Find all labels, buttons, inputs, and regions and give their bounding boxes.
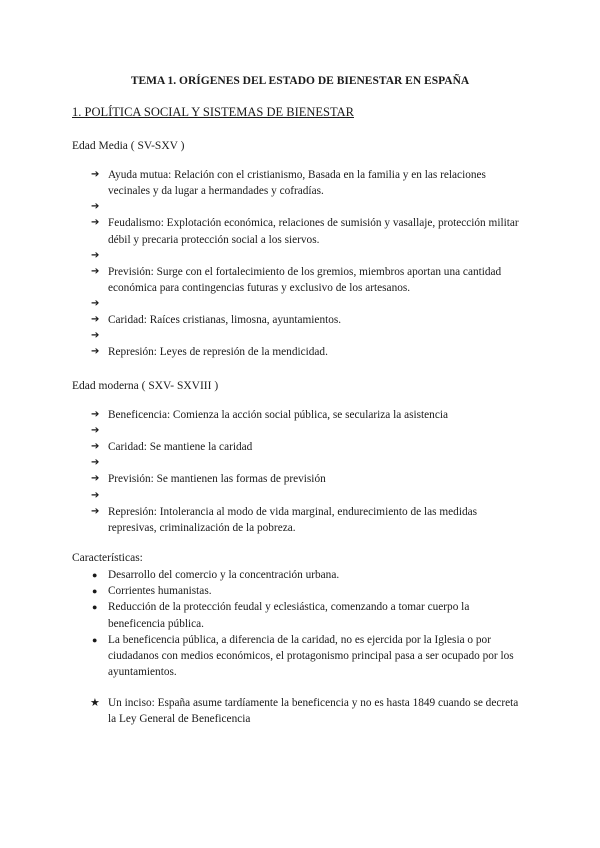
edad-moderna-heading: Edad moderna ( SXV- SXVIII ) — [72, 380, 219, 392]
list-item — [0, 328, 526, 344]
arrow-icon: ➔ — [91, 314, 100, 326]
list-item — [0, 264, 526, 296]
list-item — [0, 344, 526, 360]
arrow-icon: ➔ — [91, 201, 100, 213]
arrow-icon: ➔ — [91, 169, 100, 180]
list-item — [0, 312, 526, 328]
arrow-icon: ➔ — [91, 346, 100, 358]
list-item — [0, 455, 526, 471]
list-item — [0, 632, 526, 681]
arrow-icon: ➔ — [91, 473, 100, 485]
list-item — [0, 199, 526, 215]
list-item — [0, 167, 526, 199]
list-item — [0, 248, 526, 264]
list-item — [0, 407, 526, 423]
document-title: TEMA 1. ORÍGENES DEL ESTADO DE BIENESTAR EN ESPAÑA — [130, 75, 470, 87]
arrow-icon: ➔ — [91, 409, 100, 420]
note-item — [0, 695, 526, 727]
list-item-text: Reducción de la protección feudal y eclesiástica, comenzando a tomar cuerpo la beneficencia pública. — [108, 601, 470, 630]
arrow-icon: ➔ — [91, 330, 100, 342]
bullet-icon: ● — [92, 570, 98, 580]
arrow-icon: ➔ — [91, 249, 100, 261]
arrow-icon: ➔ — [91, 425, 100, 437]
edad-media-heading: Edad Media ( SV-SXV ) — [72, 140, 185, 152]
bullet-icon: ● — [92, 634, 98, 645]
list-item-text: Caridad: Raíces cristianas, limosna, ayuntamientos. — [108, 314, 342, 327]
edad-media-list — [0, 167, 526, 361]
list-item — [0, 423, 526, 439]
list-item-text: Represión: Leyes de represión de la mendicidad. — [108, 346, 328, 359]
list-item — [0, 471, 526, 487]
list-item — [0, 215, 526, 247]
list-item — [0, 567, 526, 583]
arrow-icon: ➔ — [91, 265, 100, 277]
bullet-icon: ● — [92, 586, 98, 597]
caracteristicas-list — [0, 567, 526, 680]
list-item-text: Previsión: Se mantienen las formas de previsión — [108, 473, 326, 486]
arrow-icon: ➔ — [91, 505, 100, 517]
list-item-text: Feudalismo: Explotación económica, relaciones de sumisión y vasallaje, protección militar débil y precaria protección social a los siervos. — [108, 217, 519, 246]
arrow-icon: ➔ — [91, 441, 100, 453]
list-item — [0, 488, 526, 504]
list-item — [0, 599, 526, 631]
arrow-icon: ➔ — [91, 457, 100, 469]
list-item — [0, 296, 526, 312]
list-item-text: Beneficencia: Comienza la acción social pública, se seculariza la asistencia — [108, 409, 448, 421]
edad-moderna-list — [0, 407, 526, 536]
caracteristicas-heading: Características: — [72, 552, 143, 564]
star-icon: ★ — [90, 696, 100, 709]
list-item-text: Corrientes humanistas. — [108, 585, 212, 598]
list-item-text: Desarrollo del comercio y la concentración urbana. — [108, 569, 340, 581]
list-item-text: Ayuda mutua: Relación con el cristianismo, Basada en la familia y en las relaciones vecinales y da lugar a hermandades y cofradías. — [108, 169, 486, 198]
note-list — [0, 695, 526, 727]
list-item-text: Represión: Intolerancia al modo de vida marginal, endurecimiento de las medidas represivas, criminalización de la pobreza. — [108, 505, 478, 534]
arrow-icon: ➔ — [91, 298, 100, 310]
list-item-text: Caridad: Se mantiene la caridad — [108, 441, 253, 454]
list-item — [0, 583, 526, 599]
list-item-text: La beneficencia pública, a diferencia de la caridad, no es ejercida por la Iglesia o por ciudadanos con medios económicos, el protagonismo principal pasa a ser ocupado por los ayuntamientos. — [108, 633, 514, 679]
list-item-text: Previsión: Surge con el fortalecimiento de los gremios, miembros aportan una cantidad económica para contingencias futuras y exclusivo de los artesanos. — [108, 265, 502, 295]
list-item — [0, 504, 526, 536]
list-item — [0, 439, 526, 455]
section-heading: 1. POLÍTICA SOCIAL Y SISTEMAS DE BIENESTAR — [72, 105, 354, 119]
note-text: Un inciso: España asume tardíamente la beneficencia y no es hasta 1849 cuando se decreta la Ley General de Beneficencia — [108, 697, 519, 726]
arrow-icon: ➔ — [91, 489, 100, 501]
arrow-icon: ➔ — [91, 217, 100, 229]
bullet-icon: ● — [92, 602, 98, 613]
